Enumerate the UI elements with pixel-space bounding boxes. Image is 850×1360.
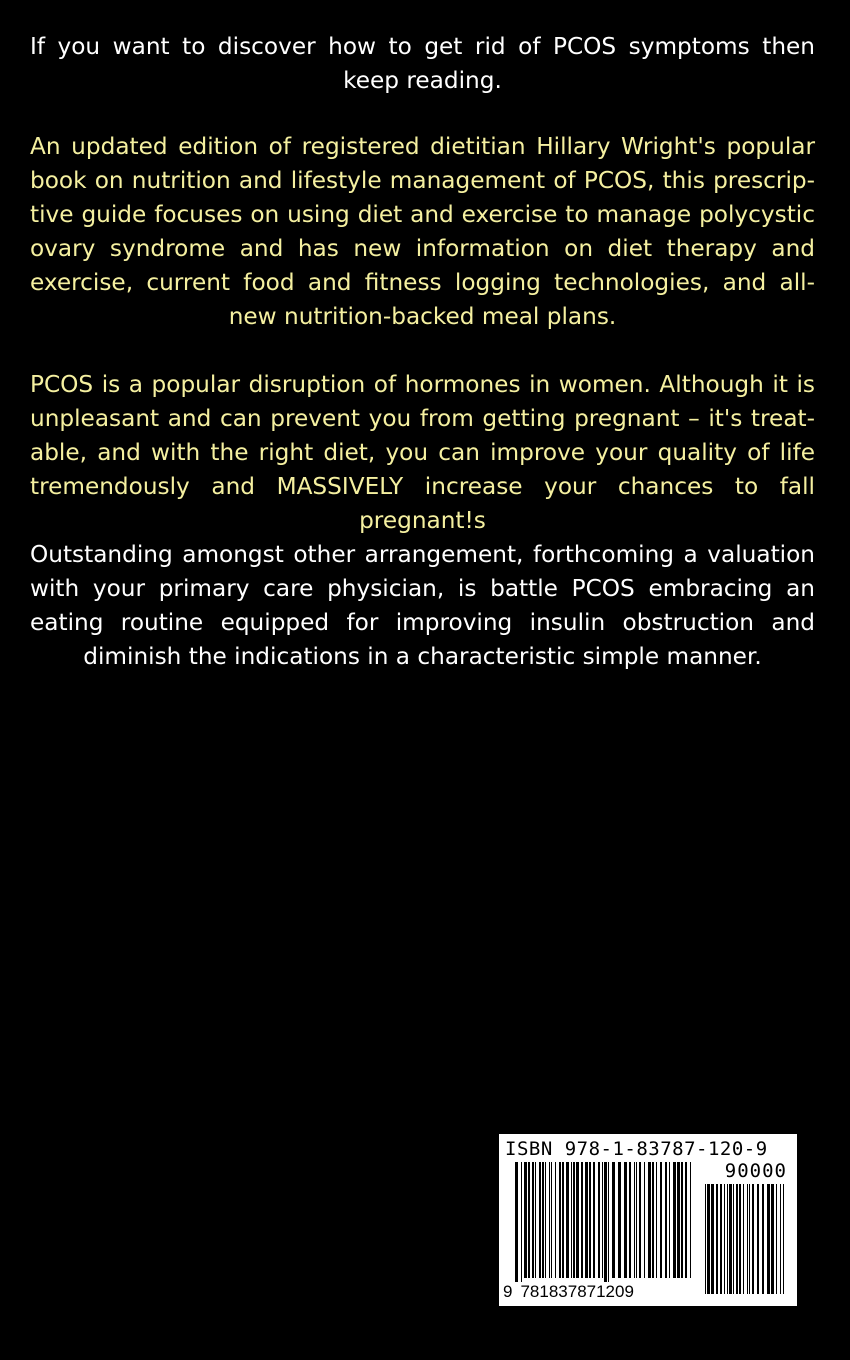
barcode-bar	[771, 1184, 774, 1294]
price-code: 90000	[724, 1160, 787, 1182]
barcode-bar	[716, 1184, 718, 1294]
ean-bars	[515, 1162, 693, 1286]
barcode-bar	[555, 1162, 556, 1278]
barcode-bar	[677, 1162, 680, 1278]
pcos-paragraph: PCOS is a popular disruption of hormones in women. Although it is unpleasant and can prevent you from getting pregnant – it's treatable, and with the right diet, you can improve your quality of life tremendously and MASSIVELY increase your chances to fall pregnant!s	[30, 371, 815, 534]
barcode-bar	[593, 1162, 595, 1278]
barcode-bar	[562, 1162, 564, 1278]
barcode-bar	[571, 1162, 572, 1278]
barcode-bar	[652, 1162, 654, 1278]
barcode-bar	[673, 1162, 676, 1278]
barcode-bar	[733, 1184, 734, 1294]
barcode-bar	[551, 1162, 552, 1278]
barcode-bar	[612, 1162, 615, 1278]
barcode-bar	[690, 1162, 691, 1278]
barcode-bar	[629, 1162, 631, 1278]
barcode-bar	[598, 1162, 600, 1278]
barcode-bar	[685, 1162, 687, 1278]
barcode-bar	[573, 1162, 575, 1278]
barcode-bar	[542, 1162, 544, 1278]
barcode-bar	[624, 1162, 627, 1278]
barcode-bar	[752, 1184, 754, 1294]
barcode-bar	[720, 1184, 722, 1294]
barcode-bar	[608, 1162, 609, 1286]
isbn-label: ISBN 978-1-83787-120-9	[505, 1138, 768, 1160]
barcode-bar	[521, 1162, 522, 1286]
barcode-bar	[636, 1162, 637, 1278]
barcode-bar	[681, 1162, 683, 1278]
barcode-bar	[549, 1162, 550, 1278]
barcode-bar	[776, 1184, 777, 1294]
barcode-bar	[767, 1184, 770, 1294]
barcode-bar	[707, 1184, 710, 1294]
barcode-bar	[634, 1162, 635, 1278]
barcode-bar	[532, 1162, 534, 1278]
treatment-paragraph: Outstanding amongst other arrangement, forthcoming a valuation with your primary care physician, is battle PCOS embracing an eating routine equipped for improving insulin obstruction and diminish the indications in a characteristic simple manner.	[30, 541, 815, 670]
barcode-bar	[566, 1162, 569, 1278]
barcode-bar	[648, 1162, 651, 1278]
barcode-bar	[736, 1184, 738, 1294]
barcode-bar	[762, 1184, 764, 1294]
barcode-bar	[729, 1184, 732, 1294]
barcode-bar	[528, 1162, 530, 1278]
barcode-bar	[727, 1184, 728, 1294]
barcode-bar	[585, 1162, 588, 1278]
barcode-bar	[581, 1162, 583, 1278]
edition-paragraph: An updated edition of registered dietitian Hillary Wright's popular book on nutrition and lifestyle management of PCOS, this prescriptive guide focuses on using diet and exercise to manage polycystic ovary syndrome and has new information on diet therapy and exercise, current food and fitness logging technologies, and all-new nutrition-backed meal plans.	[30, 133, 815, 330]
barcode-bar	[639, 1162, 641, 1278]
barcode-bar	[545, 1162, 546, 1278]
barcode-lead-digit: 9	[503, 1282, 513, 1301]
barcode-bar	[535, 1162, 536, 1278]
barcode-number: 781837871209	[520, 1282, 634, 1301]
barcode-bar	[739, 1184, 741, 1294]
barcode-bar	[539, 1162, 541, 1278]
barcode-bar	[747, 1184, 748, 1294]
barcode-bar	[618, 1162, 621, 1278]
barcode-bar	[665, 1162, 667, 1278]
barcode-bar	[669, 1162, 670, 1278]
barcode-bar	[644, 1162, 645, 1278]
barcode-bar	[749, 1184, 750, 1294]
isbn-barcode	[499, 1134, 797, 1306]
barcode-digits	[503, 1282, 634, 1302]
barcode-bar	[515, 1162, 518, 1286]
barcode-bar	[602, 1162, 603, 1278]
barcode-bar	[656, 1162, 657, 1278]
barcode-bar	[524, 1162, 527, 1278]
addon-bars	[705, 1184, 787, 1302]
barcode-bar	[660, 1162, 662, 1278]
barcode-bar	[711, 1184, 714, 1294]
barcode-bar	[705, 1184, 706, 1294]
barcode-bar	[724, 1184, 725, 1294]
barcode-bar	[783, 1184, 784, 1294]
barcode-bar	[757, 1184, 759, 1294]
barcode-bar	[780, 1184, 781, 1294]
barcode-bar	[589, 1162, 591, 1278]
barcode-bar	[576, 1162, 579, 1278]
barcode-bar	[743, 1184, 744, 1294]
intro-paragraph: If you want to discover how to get rid of PCOS symptoms then keep reading.	[30, 33, 815, 94]
barcode-bar	[604, 1162, 607, 1286]
barcode-bar	[559, 1162, 561, 1278]
